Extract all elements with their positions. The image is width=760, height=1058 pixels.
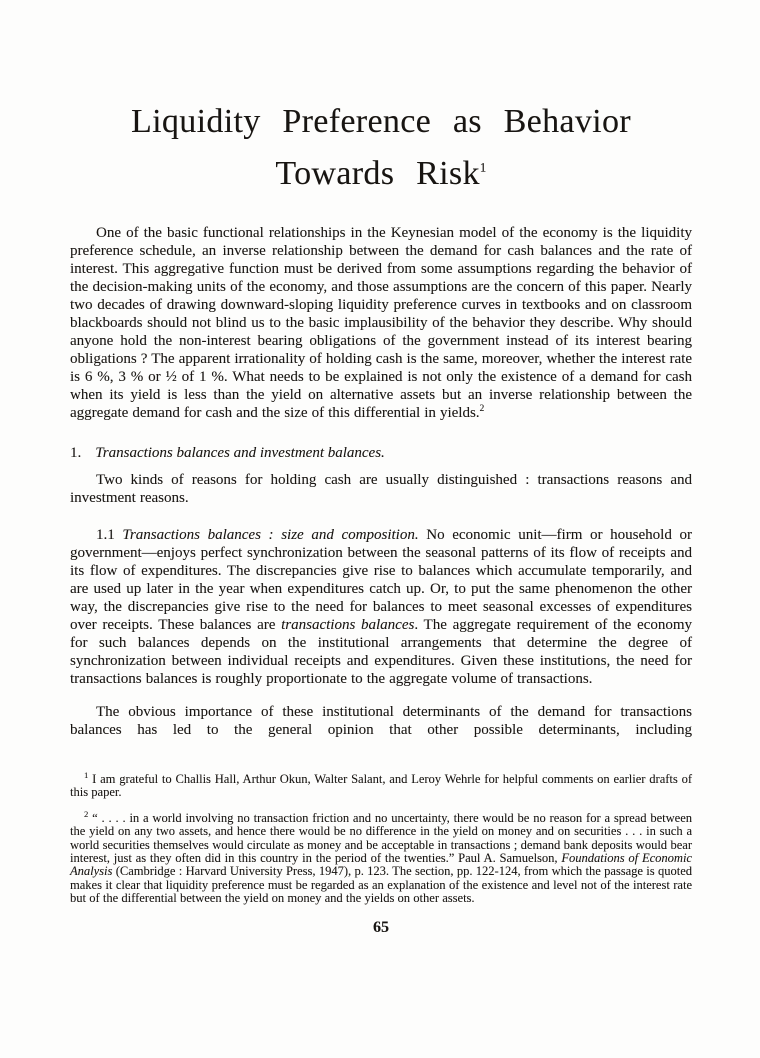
paragraph-intro-text: One of the basic functional relationships in the Keynesian model of the economy is the liquidity preference schedule, an inverse relationship between the demand for cash balances and the rate of interest. This aggregative function must be derived from some assumptions regarding the behavior of the decision-making units of the economy, and those assumptions are the concern of this paper. Nearly two decades of drawing downward-sloping liquidity preference curves in textbooks and on classroom blackboards should not blind us to the basic implausibility of the behavior they describe. Why should anyone hold the non-interest bearing obligations of the government instead of its interest bearing obligations ? The apparent irrationality of holding cash is the same, moreover, whether the interest rate is 6 %, 3 % or ½ of 1 %. What needs to be explained is not only the existence of a demand for cash when its yield is less than the yield on alternative assets but an inverse relationship between the aggregate demand for cash and the size of this differential in yields. [70, 225, 692, 421]
transactions-balances-emphasis: transactions balances [281, 617, 415, 633]
footnote-2-marker: 2 [84, 808, 89, 819]
subsection-1-1-number: 1.1 [96, 527, 123, 543]
section-1-heading [70, 444, 692, 462]
footnotes-section [70, 769, 692, 906]
footnote-2-text-1: “ . . . . in a world involving no transaction friction and no uncertainty, there would be no reason for a spread between the yield on any two assets, and hence there would be no difference in the yield on money and on securities . . . in such a world securities themselves would circulate as money and be acceptable in transactions ; demand bank deposits would bear interest, just as they often did in this country in the period of the twenties.” Paul A. Samuelson, [70, 810, 692, 866]
paragraph-transactions-text-1: No economic unit—firm or household or government—enjoys perfect synchronization between the seasonal patterns of its flow of receipts and its flow of expenditures. The discrepancies give rise to balances which accumulate temporarily, and are used up later in the year when expenditures catch up. Or, to put the same phenomenon the other way, the discrepancies give rise to the need for balances to meet seasonal excesses of expenditures over receipts. These balances are [70, 527, 692, 633]
footnote-1-text: I am grateful to Challis Hall, Arthur Okun, Walter Salant, and Leroy Wehrle for helpful comments on earlier drafts of this paper. [70, 772, 692, 800]
footnote-2 [70, 808, 692, 906]
section-1-title: Transactions balances and investment balances. [95, 445, 385, 461]
footnote-1 [70, 769, 692, 800]
footnote-2-reference: 2 [479, 404, 485, 414]
title-footnote-marker: 1 [479, 159, 487, 175]
paragraph-transactions-balances [70, 526, 692, 688]
paragraph-intro [70, 224, 692, 422]
title-line-2 [70, 148, 692, 200]
paragraph-obvious-importance: The obvious importance of these institutional determinants of the demand for transactions balances has led to the general opinion that other possible determinants, including [70, 704, 692, 738]
paragraph-two-kinds: Two kinds of reasons for holding cash are usually distinguished : transactions reasons and investment reasons. [70, 472, 692, 506]
paper-title [70, 96, 692, 200]
footnote-2-text-2: (Cambridge : Harvard University Press, 1947), p. 123. The section, pp. 122-124, from which the passage is quoted makes it clear that liquidity preference must be regarded as an explanation of the existence and level not of the interest rate but of the differential between the yield on money and the yields on other assets. [70, 864, 692, 906]
title-line-2-text: Towards Risk [275, 155, 480, 192]
page-number: 65 [373, 918, 389, 936]
paragraph-transactions-text-2: . The aggregate requirement of the economy for such balances depends on the institutional arrangements that determine the degree of synchronization between individual receipts and expenditures. Given these institutions, the need for transactions balances is roughly proportionate to the aggregate volume of transactions. [70, 617, 692, 687]
section-1-number: 1. [70, 445, 82, 461]
title-line-1: Liquidity Preference as Behavior [131, 103, 631, 140]
footnote-1-marker: 1 [84, 769, 89, 780]
footnote-2-book-title: Foundations of Economic Analysis [70, 851, 692, 879]
subsection-1-1-title: Transactions balances : size and composition. [122, 527, 419, 543]
